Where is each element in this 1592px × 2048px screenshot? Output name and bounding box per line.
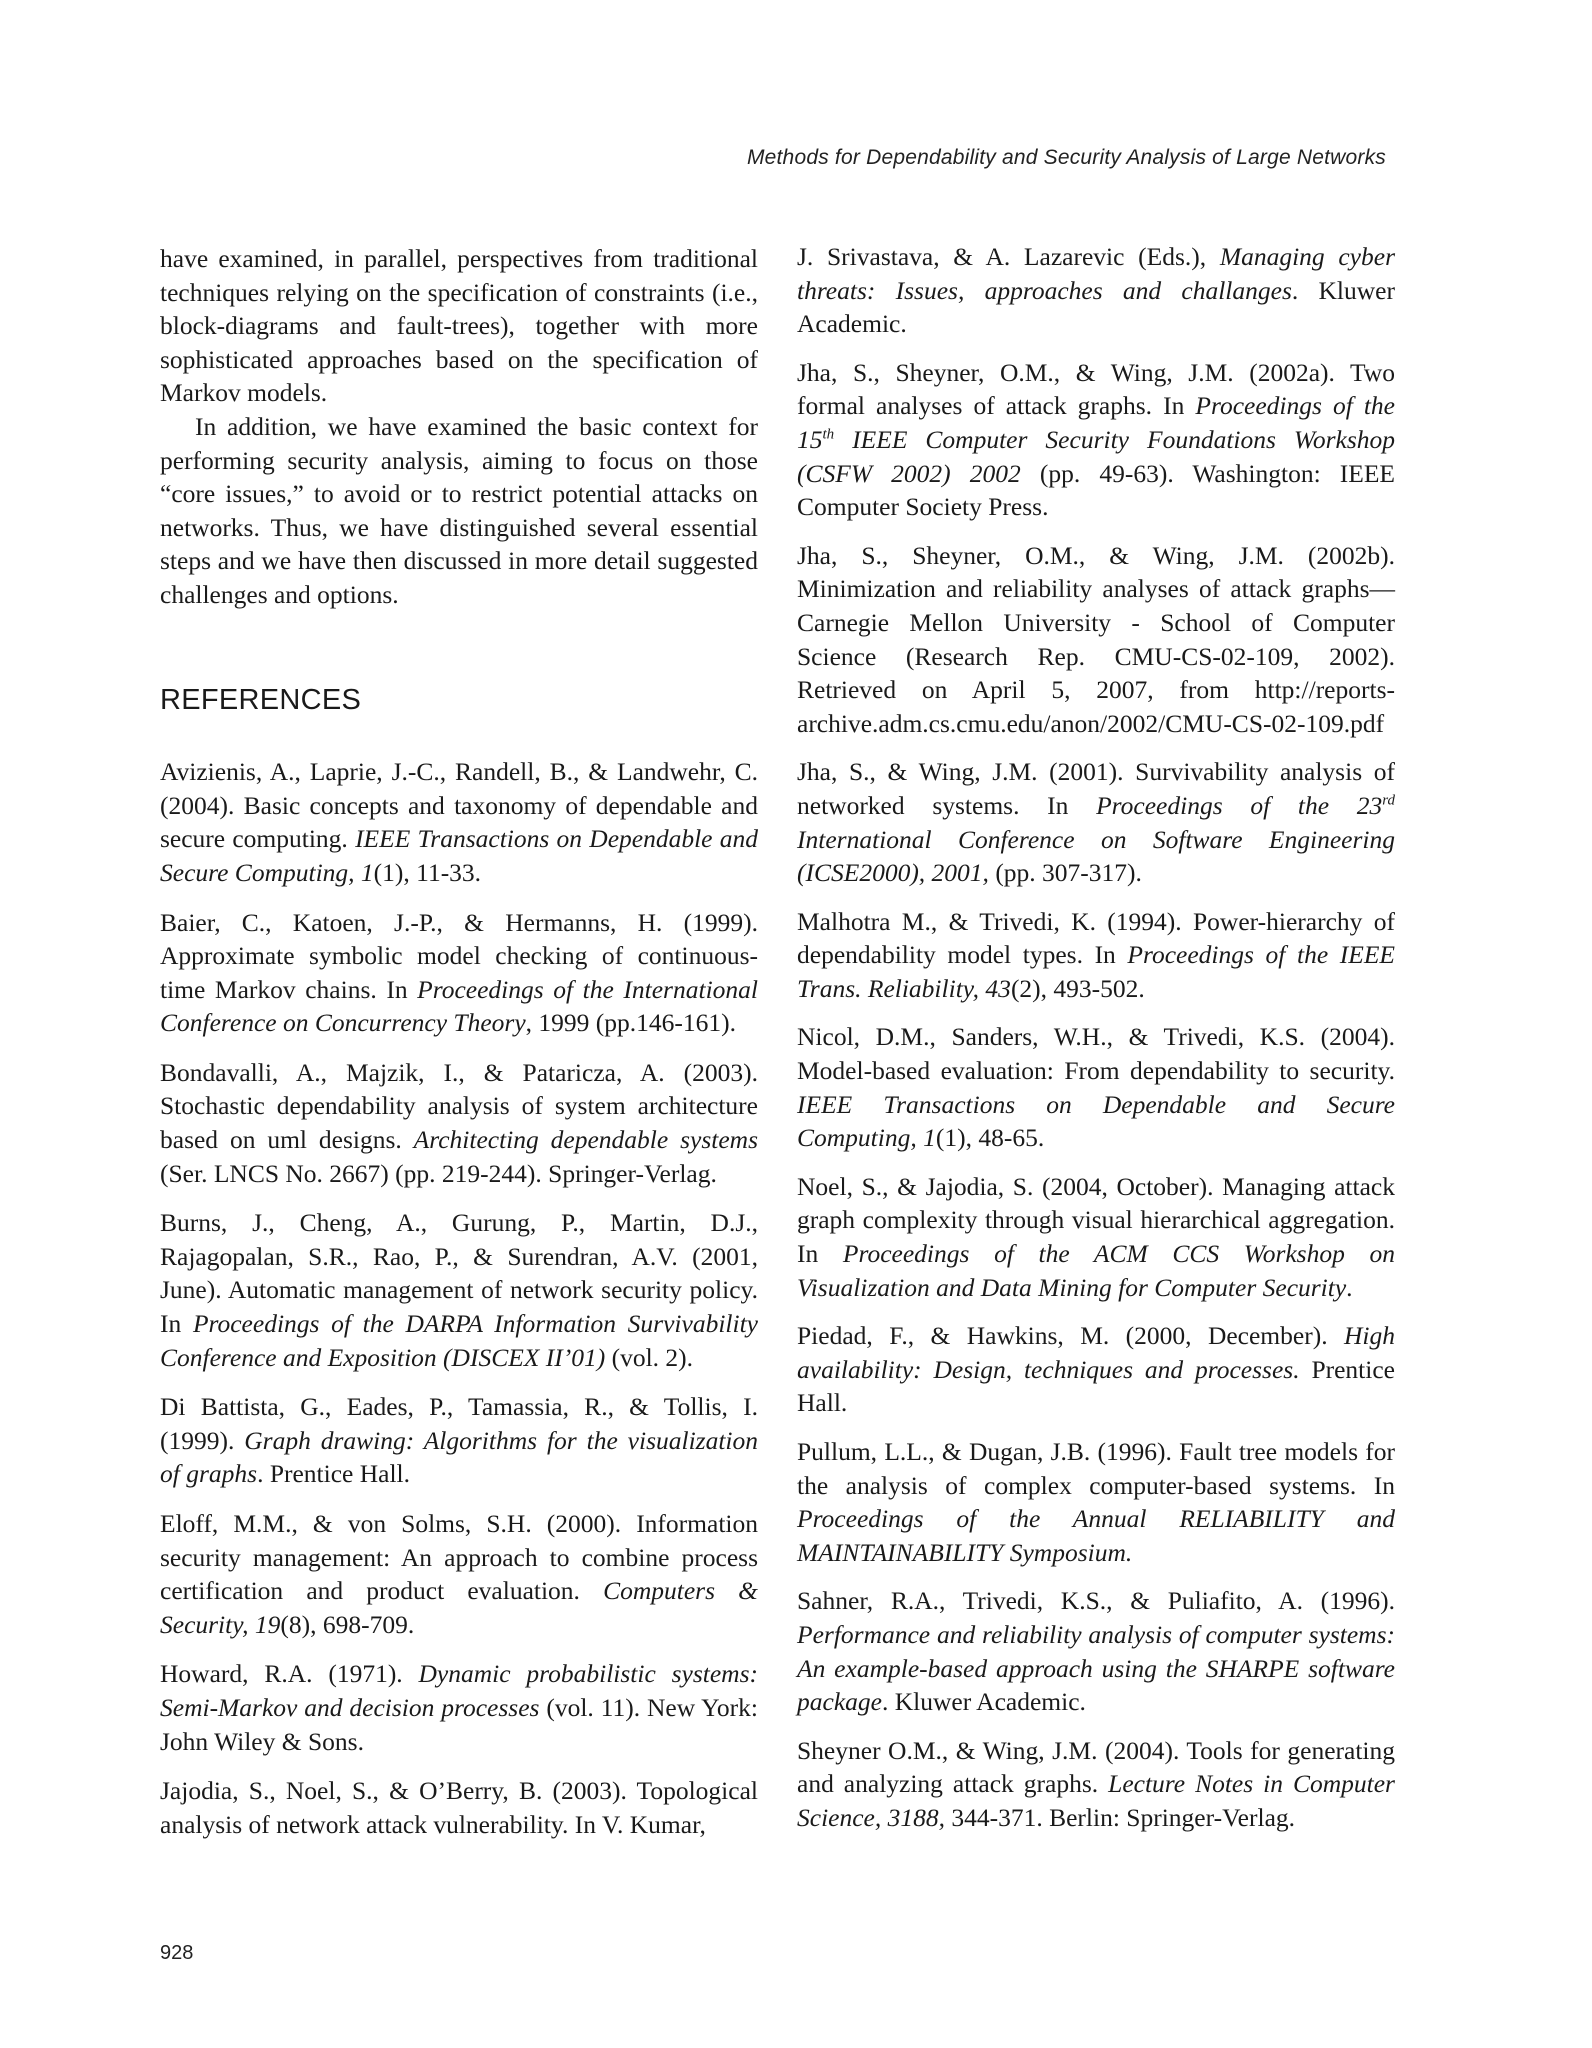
page-number: 928 <box>160 1942 194 1964</box>
reference-sahner: Sahner, R.A., Trivedi, K.S., & Puliafito, A. (1996). Performance and reliability analysis of computer systems: An example-based approach using the SHARPE software package. Kluwer Academic. <box>797 1586 1395 1717</box>
left-column <box>160 242 758 1857</box>
reference-jajodia-continued: J. Srivastava, & A. Lazarevic (Eds.), Managing cyber threats: Issues, approaches and challanges. Kluwer Academic. <box>797 242 1395 339</box>
reference-jha-2002b: Jha, S., Sheyner, O.M., & Wing, J.M. (2002b). Minimization and reliability analyses of attack graphs—Carnegie Mellon University - School of Computer Science (Research Rep. CMU-CS-02-109, 2002). Retrieved on April 5, 2007, from http://reports-archive.adm.cs.cmu.edu/anon/2002/CMU-CS-02-109.pdf <box>797 540 1395 738</box>
reference-dibattista: Di Battista, G., Eades, P., Tamassia, R., & Tollis, I. (1999). Graph drawing: Algorithms for the visualization of graphs. Prentice Hall. <box>160 1392 759 1489</box>
reference-jajodia: Jajodia, S., Noel, S., & O’Berry, B. (2003). Topological analysis of network attack vulnerability. In V. Kumar, <box>160 1776 758 1839</box>
reference-jha-2001: Jha, S., & Wing, J.M. (2001). Survivability analysis of networked systems. In Proceedings of the 23rd International Conference on Software Engineering (ICSE2000), 2001, (pp. 307-317). <box>797 757 1395 888</box>
reference-baier: Baier, C., Katoen, J.-P., & Hermanns, H. (1999). Approximate symbolic model checking of continuous-time Markov chains. In Proceedings of the International Conference on Concurrency Theory, 1999 (pp.146-161). <box>160 907 758 1038</box>
body-paragraph-1: have examined, in parallel, perspectives from traditional techniques relying on the specification of constraints (i.e., block-diagrams and fault-trees), together with more sophisticated approaches based on the specification of Markov models. <box>160 244 758 408</box>
right-column <box>797 240 1395 1850</box>
running-header: Methods for Dependability and Security Analysis of Large Networks <box>746 146 1386 169</box>
references-heading: REFERENCES <box>160 683 362 716</box>
reference-avizienis: Avizienis, A., Laprie, J.-C., Randell, B., & Landwehr, C. (2004). Basic concepts and taxonomy of dependable and secure computing. IEEE Transactions on Dependable and Secure Computing, 1(1), 11-33. <box>160 757 758 887</box>
reference-nicol: Nicol, D.M., Sanders, W.H., & Trivedi, K.S. (2004). Model-based evaluation: From dependability to security. IEEE Transactions on Dependable and Secure Computing, 1(1), 48-65. <box>797 1022 1395 1153</box>
reference-sheyner: Sheyner O.M., & Wing, J.M. (2004). Tools for generating and analyzing attack graphs. Lecture Notes in Computer Science, 3188, 344-371. Berlin: Springer-Verlag. <box>797 1735 1395 1832</box>
reference-howard: Howard, R.A. (1971). Dynamic probabilistic systems: Semi-Markov and decision processes (vol. 11). New York: John Wiley & Sons. <box>160 1659 759 1756</box>
reference-bondavalli: Bondavalli, A., Majzik, I., & Pataricza, A. (2003). Stochastic dependability analysis of system architecture based on uml designs. Architecting dependable systems (Ser. LNCS No. 2667) (pp. 219-244). Springer-Verlag. <box>160 1057 758 1188</box>
reference-eloff: Eloff, M.M., & von Solms, S.H. (2000). Information security management: An approach to combine process certification and product evaluation. Computers & Security, 19(8), 698-709. <box>160 1509 758 1639</box>
reference-jha-2002a: Jha, S., Sheyner, O.M., & Wing, J.M. (2002a). Two formal analyses of attack graphs. In Proceedings of the 15th IEEE Computer Security Foundations Workshop (CSFW 2002) 2002 (pp. 49-63). Washington: IEEE Computer Society Press. <box>797 357 1396 522</box>
reference-piedad: Piedad, F., & Hawkins, M. (2000, December). High availability: Design, techniques and processes. Prentice Hall. <box>797 1321 1395 1418</box>
reference-malhotra: Malhotra M., & Trivedi, K. (1994). Power-hierarchy of dependability model types. In Proceedings of the IEEE Trans. Reliability, 43(2), 493-502. <box>797 906 1395 1003</box>
body-paragraph-2: In addition, we have examined the basic context for performing security analysis, aiming to focus on those “core issues,” to avoid or to restrict potential attacks on networks. Thus, we have distinguished several essential steps and we have then discussed in more detail suggested challenges and options. <box>160 411 758 609</box>
reference-pullum: Pullum, L.L., & Dugan, J.B. (1996). Fault tree models for the analysis of complex computer-based systems. In Proceedings of the Annual RELIABILITY and MAINTAINABILITY Symposium. <box>797 1437 1395 1567</box>
reference-noel: Noel, S., & Jajodia, S. (2004, October). Managing attack graph complexity through visual hierarchical aggregation. In Proceedings of the ACM CCS Workshop on Visualization and Data Mining for Computer Security. <box>797 1171 1396 1302</box>
reference-burns: Burns, J., Cheng, A., Gurung, P., Martin, D.J., Rajagopalan, S.R., Rao, P., & Surendran, A.V. (2001, June). Automatic management of network security policy. In Proceedings of the DARPA Information Survivability Conference and Exposition (DISCEX II’01) (vol. 2). <box>160 1208 758 1372</box>
